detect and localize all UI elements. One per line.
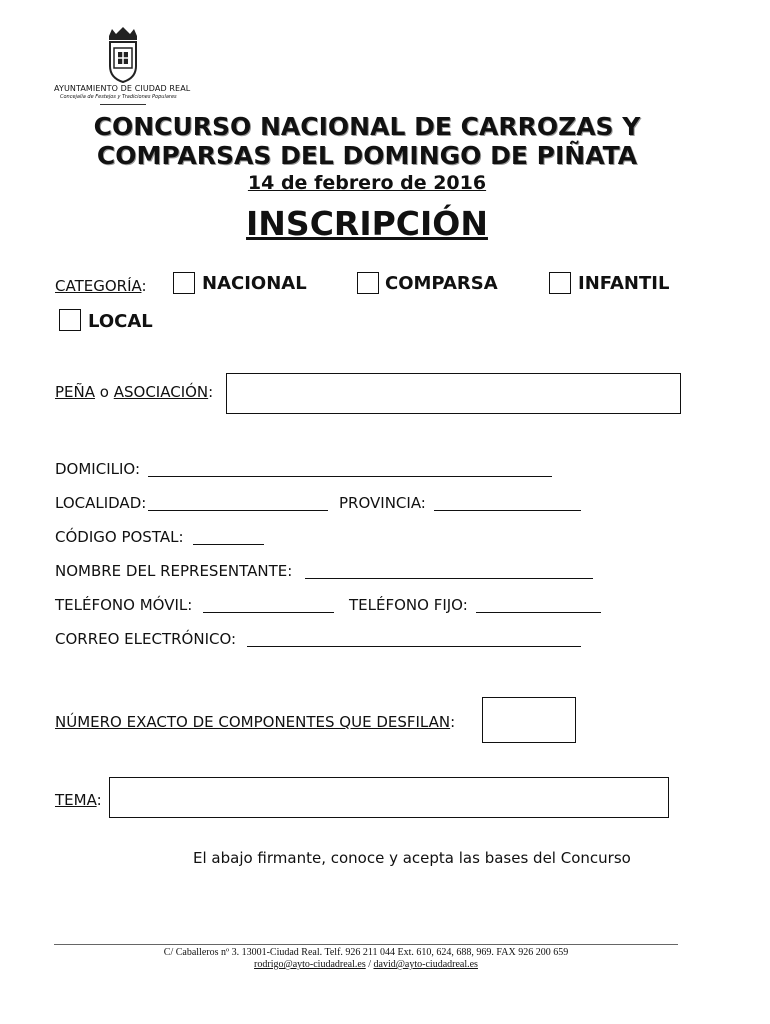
footer-divider	[54, 944, 678, 945]
telefono-movil-field[interactable]	[203, 612, 334, 613]
asociacion-text: ASOCIACIÓN	[113, 383, 209, 401]
checkbox-nacional[interactable]	[173, 272, 195, 294]
event-date: 14 de febrero de 2016	[247, 172, 487, 194]
telefono-fijo-field[interactable]	[476, 612, 601, 613]
title-line-1: CONCURSO NACIONAL DE CARROZAS Y	[93, 112, 641, 141]
pena-asociacion-label	[55, 383, 213, 401]
option-nacional-label: NACIONAL	[202, 273, 307, 294]
correo-field[interactable]	[247, 646, 581, 647]
domicilio-field[interactable]	[148, 476, 552, 477]
telefono-fijo-label: TELÉFONO FIJO:	[349, 596, 468, 614]
componentes-colon: :	[450, 713, 456, 731]
correo-label: CORREO ELECTRÓNICO:	[55, 630, 237, 648]
pena-colon: :	[208, 383, 214, 401]
telefono-movil-label: TELÉFONO MÓVIL:	[55, 596, 193, 614]
option-local-label: LOCAL	[88, 311, 153, 332]
checkbox-comparsa[interactable]	[357, 272, 379, 294]
logo-divider	[100, 104, 146, 105]
coat-of-arms-icon	[52, 26, 202, 86]
category-label-text: CATEGORÍA	[55, 277, 142, 295]
provincia-field[interactable]	[434, 510, 581, 511]
tema-field[interactable]	[109, 777, 669, 818]
componentes-field[interactable]	[482, 697, 576, 743]
category-label	[55, 277, 147, 295]
footer-email-separator: /	[365, 959, 374, 970]
title-line-2: COMPARSAS DEL DOMINGO DE PIÑATA	[96, 141, 638, 170]
codigo-postal-label: CÓDIGO POSTAL:	[55, 528, 184, 546]
acceptance-statement: El abajo firmante, conoce y acepta las bases del Concurso	[193, 849, 631, 867]
option-comparsa-label: COMPARSA	[385, 273, 498, 294]
footer-emails	[54, 959, 678, 970]
org-name: AYUNTAMIENTO DE CIUDAD REAL	[54, 84, 191, 93]
checkbox-infantil[interactable]	[549, 272, 571, 294]
pena-asociacion-field[interactable]	[226, 373, 681, 414]
tema-text: TEMA	[55, 791, 97, 809]
tema-colon: :	[96, 791, 102, 809]
codigo-postal-field[interactable]	[193, 544, 264, 545]
domicilio-label: DOMICILIO:	[55, 460, 140, 478]
componentes-text: NÚMERO EXACTO DE COMPONENTES QUE DESFILAN	[55, 713, 451, 731]
or-text: o	[95, 383, 114, 401]
category-colon: :	[141, 277, 147, 295]
representante-label: NOMBRE DEL REPRESENTANTE:	[55, 562, 293, 580]
checkbox-local[interactable]	[59, 309, 81, 331]
localidad-field[interactable]	[148, 510, 328, 511]
localidad-label: LOCALIDAD:	[55, 494, 147, 512]
footer-address: C/ Caballeros nº 3. 13001-Ciudad Real. Telf. 926 211 044 Ext. 610, 624, 688, 969. FAX 926 200 659	[163, 947, 569, 958]
pena-text: PEÑA	[55, 383, 96, 401]
tema-label	[55, 791, 102, 809]
footer-email-1[interactable]: rodrigo@ayto-ciudadreal.es	[254, 959, 366, 970]
componentes-label	[55, 713, 455, 731]
footer-email-2[interactable]: david@ayto-ciudadreal.es	[373, 959, 478, 970]
representante-field[interactable]	[305, 578, 593, 579]
org-subtitle: Concejalía de Festejos y Tradiciones Populares	[60, 94, 177, 100]
provincia-label: PROVINCIA:	[339, 494, 426, 512]
page-title: INSCRIPCIÓN	[246, 204, 488, 243]
option-infantil-label: INFANTIL	[578, 273, 670, 294]
